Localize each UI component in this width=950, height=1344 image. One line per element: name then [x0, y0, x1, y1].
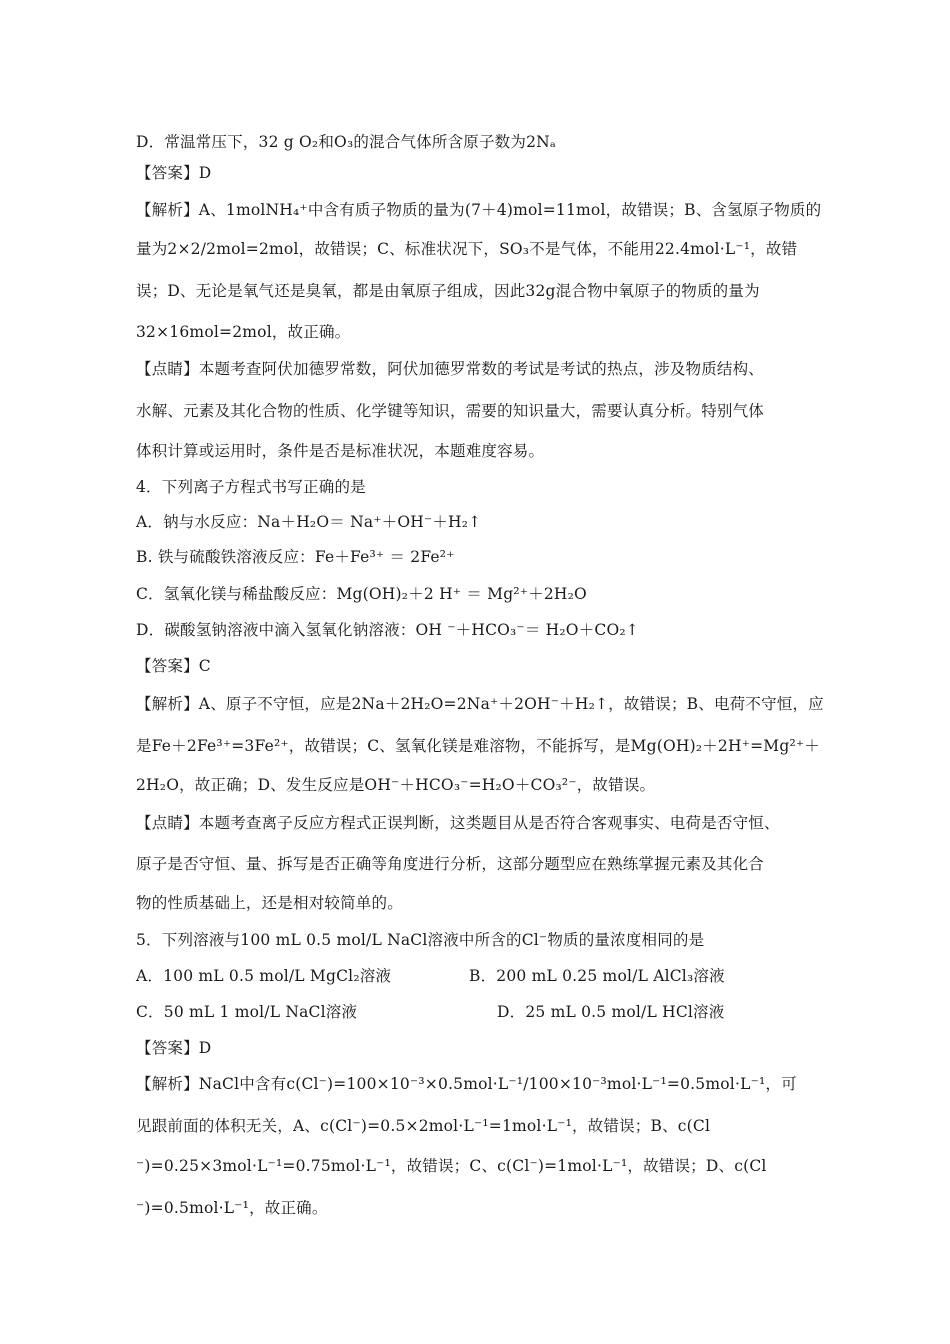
- text-line: 【解析】A、原子不守恒，应是2Na＋2H₂O=2Na⁺＋2OH⁻＋H₂↑，故错误；B、电荷不守恒，应: [136, 695, 824, 713]
- text-line: 原子是否守恒、量、拆写是否正确等角度进行分析，这部分题型应在熟练掌握元素及其化合: [136, 855, 765, 873]
- option-d: D．25 mL 0.5 mol/L HCl溶液: [497, 1003, 725, 1021]
- text-line: ⁻)=0.25×3mol·L⁻¹=0.75mol·L⁻¹，故错误；C、c(Cl⁻)=1mol·L⁻¹，故错误；D、c(Cl: [136, 1157, 767, 1175]
- text-line: 32×16mol=2mol，故正确。: [136, 323, 351, 341]
- text-line: 2H₂O，故正确；D、发生反应是OH⁻＋HCO₃⁻=H₂O＋CO₃²⁻，故错误。: [136, 776, 656, 794]
- text-line: 误；D、无论是氧气还是臭氧，都是由氧原子组成，因此32g混合物中氧原子的物质的量为: [136, 282, 760, 300]
- answer-line: 【答案】D: [136, 1039, 212, 1057]
- answer-line: 【答案】C: [136, 657, 211, 675]
- text-line: 【点睛】本题考查阿伏加德罗常数，阿伏加德罗常数的考试是考试的热点，涉及物质结构、: [136, 360, 765, 378]
- question-title: 5．下列溶液与100 mL 0.5 mol/L NaCl溶液中所含的Cl⁻物质的量浓度相同的是: [136, 931, 705, 949]
- text-line: 【解析】A、1molNH₄⁺中含有质子物质的量为(7＋4)mol=11mol，故错误；B、含氢原子物质的: [136, 201, 822, 219]
- option-line: C．氢氧化镁与稀盐酸反应：Mg(OH)₂＋2 H⁺ ＝ Mg²⁺＋2H₂O: [136, 585, 587, 603]
- text-line: 是Fe＋2Fe³⁺=3Fe²⁺，故错误；C、氢氧化镁是难溶物，不能拆写，是Mg(OH)₂＋2H⁺=Mg²⁺＋: [136, 737, 820, 755]
- option-a: A．100 mL 0.5 mol/L MgCl₂溶液: [136, 967, 392, 985]
- option-c: C．50 mL 1 mol/L NaCl溶液: [136, 1003, 358, 1021]
- text-line: 体积计算或运用时，条件是否是标准状况，本题难度容易。: [136, 442, 545, 460]
- option-line: D．碳酸氢钠溶液中滴入氢氧化钠溶液：OH ⁻＋HCO₃⁻＝ H₂O＋CO₂↑: [136, 621, 639, 639]
- text-line: 【解析】NaCl中含有c(Cl⁻)=100×10⁻³×0.5mol·L⁻¹/100×10⁻³mol·L⁻¹=0.5mol·L⁻¹，可: [136, 1075, 797, 1093]
- question-title: 4．下列离子方程式书写正确的是: [136, 478, 366, 496]
- option-b: B．200 mL 0.25 mol/L AlCl₃溶液: [469, 967, 725, 985]
- text-line: 量为2×2/2mol=2mol，故错误；C、标准状况下，SO₃不是气体，不能用22.4mol·L⁻¹，故错: [136, 240, 798, 258]
- text-line: 物的性质基础上，还是相对较简单的。: [136, 894, 403, 912]
- text-line: D．常温常压下，32 g O₂和O₃的混合气体所含原子数为2Nₐ: [136, 133, 557, 151]
- option-line: A．钠与水反应：Na＋H₂O＝ Na⁺＋OH⁻＋H₂↑: [136, 513, 482, 531]
- text-line: 【点睛】本题考查离子反应方程式正误判断，这类题目从是否符合客观事实、电荷是否守恒、: [136, 814, 780, 832]
- text-line: 见跟前面的体积无关，A、c(Cl⁻)=0.5×2mol·L⁻¹=1mol·L⁻¹，故错误；B、c(Cl: [136, 1117, 711, 1135]
- text-line: 水解、元素及其化合物的性质、化学键等知识，需要的知识量大，需要认真分析。特别气体: [136, 402, 765, 420]
- text-line: ⁻)=0.5mol·L⁻¹，故正确。: [136, 1199, 328, 1217]
- answer-line: 【答案】D: [136, 164, 212, 182]
- option-line: B. 铁与硫酸铁溶液反应：Fe＋Fe³⁺ ＝ 2Fe²⁺: [136, 548, 455, 566]
